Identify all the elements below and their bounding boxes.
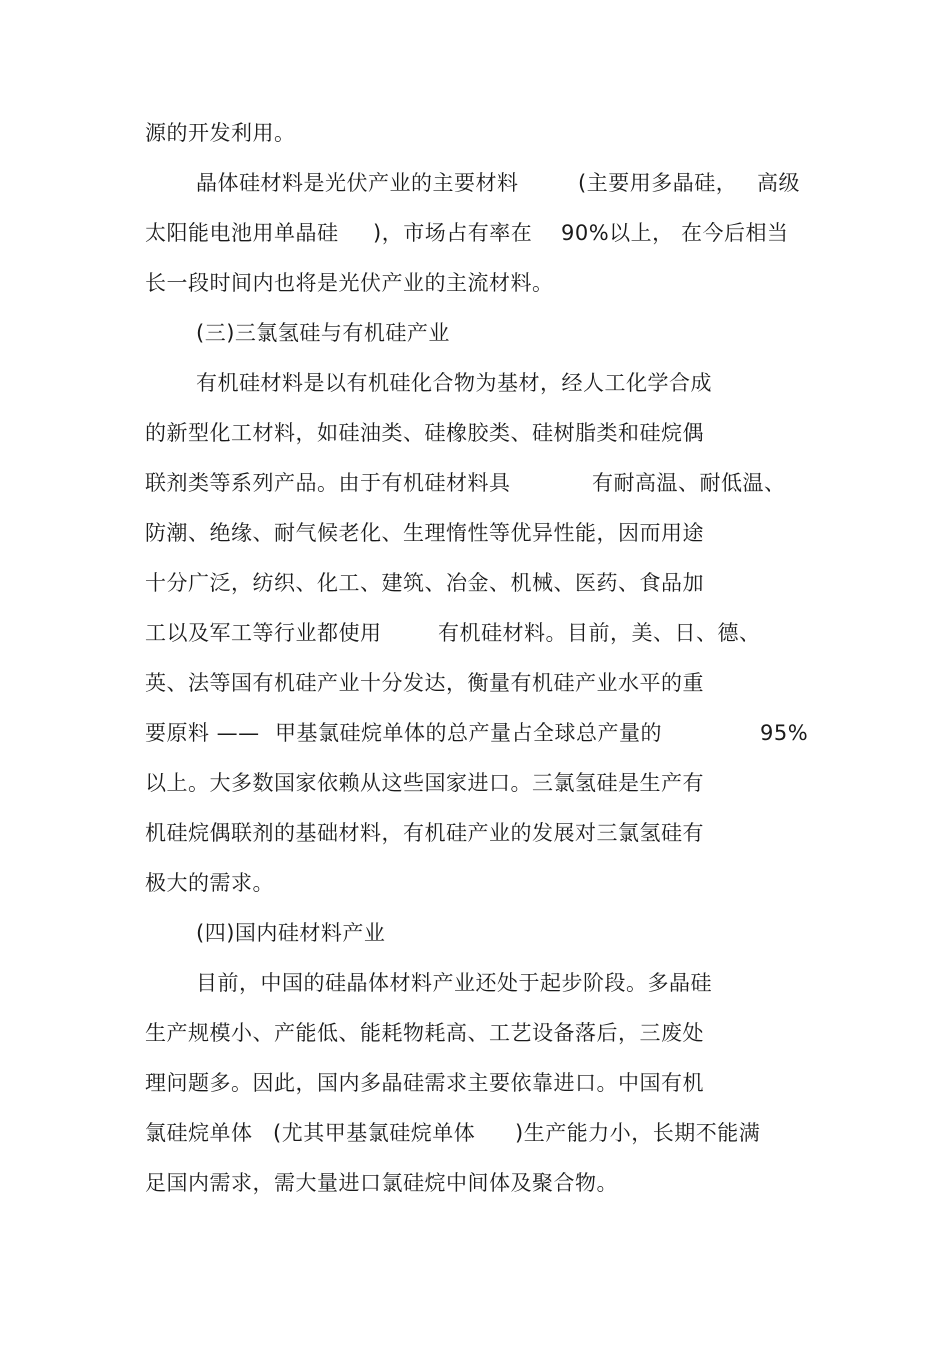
text-segment: 高级 <box>757 171 800 195</box>
text-segment: 十分广泛，纺织、化工、建筑、冶金、机械、医药、食品加 <box>145 571 704 595</box>
text-segment: 机硅烷偶联剂的基础材料，有机硅产业的发展对三氯氢硅有 <box>145 821 704 845</box>
text-line <box>145 218 789 248</box>
text-segment: 以上。大多数国家依赖从这些国家进口。三氯氢硅是生产有 <box>145 771 704 795</box>
text-line <box>145 568 704 598</box>
text-segment: 90%以上， <box>561 221 674 245</box>
text-segment: 有机硅材料。目前，美、日、德、 <box>438 621 761 645</box>
text-segment: 源的开发利用。 <box>145 121 296 145</box>
text-line <box>145 1168 618 1198</box>
text-segment: 目前，中国的硅晶体材料产业还处于起步阶段。多晶硅 <box>196 971 712 995</box>
text-line <box>145 518 704 548</box>
text-segment: 有耐高温、耐低温、 <box>592 471 786 495</box>
text-line <box>145 668 704 698</box>
text-segment: (尤其甲基氯硅烷单体 <box>273 1121 476 1145</box>
text-line <box>196 968 712 998</box>
text-segment: 在今后相当 <box>681 221 789 245</box>
text-line <box>145 1068 704 1098</box>
text-line <box>145 268 554 298</box>
text-segment: 极大的需求。 <box>145 871 274 895</box>
text-line <box>145 418 704 448</box>
text-line <box>145 718 809 748</box>
text-line <box>196 368 712 398</box>
text-segment: 英、法等国有机硅产业十分发达，衡量有机硅产业水平的重 <box>145 671 704 695</box>
text-segment: 95% <box>760 721 809 745</box>
text-segment: 有机硅材料是以有机硅化合物为基材，经人工化学合成 <box>196 371 712 395</box>
text-segment: 联剂类等系列产品。由于有机硅材料具 <box>145 471 511 495</box>
text-segment: 太阳能电池用单晶硅 <box>145 221 339 245</box>
text-segment: 晶体硅材料是光伏产业的主要材料 <box>196 171 519 195</box>
text-segment: 理问题多。因此，国内多晶硅需求主要依靠进口。中国有机 <box>145 1071 704 1095</box>
text-line <box>145 868 274 898</box>
text-segment: 的新型化工材料，如硅油类、硅橡胶类、硅树脂类和硅烷偶 <box>145 421 704 445</box>
text-line <box>145 1018 704 1048</box>
text-segment: 氯硅烷单体 <box>145 1121 253 1145</box>
text-segment: 生产规模小、产能低、能耗物耗高、工艺设备落后，三废处 <box>145 1021 704 1045</box>
text-line <box>145 468 786 498</box>
text-segment: 要原料 —— <box>145 721 260 745</box>
text-segment: (四)国内硅材料产业 <box>196 921 386 945</box>
text-segment: 防潮、绝缘、耐气候老化、生理惰性等优异性能，因而用途 <box>145 521 704 545</box>
text-segment: (主要用多晶硅， <box>578 171 738 195</box>
text-segment: )生产能力小，长期不能满 <box>515 1121 761 1145</box>
text-line <box>145 118 296 148</box>
text-segment: )，市场占有率在 <box>373 221 533 245</box>
text-segment: 长一段时间内也将是光伏产业的主流材料。 <box>145 271 554 295</box>
text-line <box>145 768 704 798</box>
text-line <box>145 818 704 848</box>
text-segment: 工以及军工等行业都使用 <box>145 621 382 645</box>
text-line <box>145 618 761 648</box>
text-line <box>196 168 800 198</box>
text-line <box>145 1118 761 1148</box>
text-segment: (三)三氯氢硅与有机硅产业 <box>196 321 450 345</box>
text-segment: 甲基氯硅烷单体的总产量占全球总产量的 <box>275 721 662 745</box>
text-segment: 足国内需求，需大量进口氯硅烷中间体及聚合物。 <box>145 1171 618 1195</box>
section-heading <box>196 918 386 948</box>
section-heading <box>196 318 450 348</box>
